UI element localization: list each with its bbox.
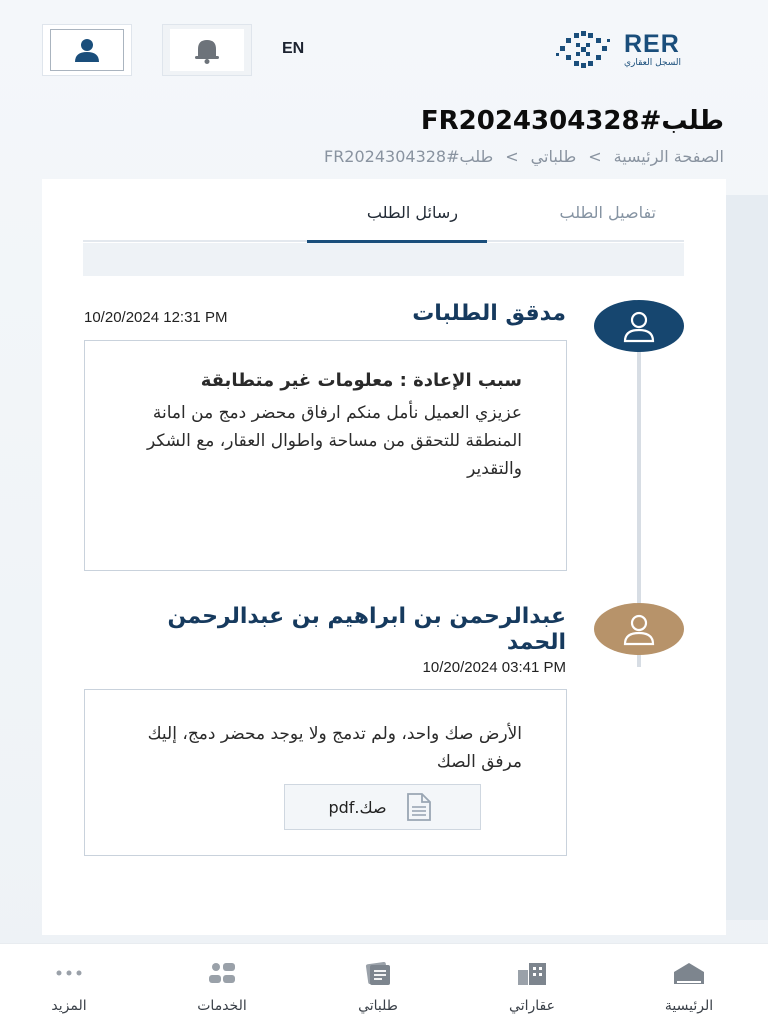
nav-requests-label: طلباتي: [358, 998, 398, 1014]
logo-title: RER: [624, 30, 680, 58]
rer-logo[interactable]: [556, 30, 728, 70]
document-icon: [401, 792, 437, 822]
tab-request-details[interactable]: تفاصيل الطلب: [559, 203, 656, 222]
nav-requests[interactable]: [323, 960, 433, 1014]
nav-more[interactable]: [14, 960, 124, 1014]
profile-button[interactable]: [42, 24, 132, 76]
home-icon: [671, 960, 707, 986]
request-card: [42, 179, 726, 935]
nav-properties[interactable]: [477, 960, 587, 1014]
attachment-name: صك.pdf: [328, 797, 387, 817]
reviewer-avatar: [594, 300, 684, 352]
nav-home-label: الرئيسية: [664, 998, 714, 1014]
bell-icon: [190, 36, 224, 64]
page-title: طلب#FR2024304328: [420, 106, 724, 136]
breadcrumb-separator: >: [588, 147, 602, 166]
message-author: مدقق الطلبات: [412, 301, 566, 326]
message-body: [84, 340, 567, 571]
attachment-file[interactable]: [284, 784, 481, 830]
rer-logo-mark-icon: [556, 31, 610, 69]
message-author: عبدالرحمن بن ابراهيم بن عبدالرحمن الحمد: [167, 604, 566, 655]
user-outline-icon: [617, 308, 661, 344]
nav-properties-label: عقاراتي: [509, 998, 555, 1014]
bottom-navigation: [0, 943, 768, 1024]
building-icon: [514, 960, 550, 986]
logo-subtitle: السجل العقاري: [624, 58, 682, 68]
nav-services-label: الخدمات: [197, 998, 247, 1014]
breadcrumb-separator: >: [505, 147, 519, 166]
nav-home[interactable]: [634, 960, 744, 1014]
message-text: الأرض صك واحد، ولم تدمج ولا يوجد محضر دمج، إليك مرفق الصك: [147, 724, 522, 772]
requests-icon: [360, 960, 396, 986]
notifications-button[interactable]: [162, 24, 252, 76]
more-dots-icon: [51, 960, 87, 986]
grid-icon: [204, 960, 240, 986]
nav-more-label: المزيد: [51, 998, 87, 1014]
nav-services[interactable]: [167, 960, 277, 1014]
user-outline-icon: [617, 611, 661, 647]
tab-request-messages[interactable]: رسائل الطلب: [366, 203, 458, 222]
message-text: عزيزي العميل نأمل منكم ارفاق محضر دمج من امانة المنطقة للتحقق من مساحة واطوال العقار، مع الشكر والتقدير: [146, 403, 522, 479]
breadcrumb-home[interactable]: الصفحة الرئيسية: [613, 147, 724, 166]
breadcrumb-current: طلب#FR2024304328: [323, 147, 494, 166]
user-icon: [70, 37, 104, 63]
breadcrumb: [324, 147, 724, 166]
message-heading: سبب الإعادة : معلومات غير متطابقة: [200, 370, 522, 391]
message-datetime: 10/20/2024 03:41 PM: [422, 659, 566, 676]
message-datetime: 10/20/2024 12:31 PM: [84, 309, 228, 326]
tabs-strip: [83, 243, 684, 276]
customer-avatar: [594, 603, 684, 655]
breadcrumb-requests[interactable]: طلباتي: [530, 147, 577, 166]
background-strip: [726, 195, 768, 920]
message-body: [84, 689, 567, 856]
language-toggle[interactable]: EN: [282, 40, 305, 57]
